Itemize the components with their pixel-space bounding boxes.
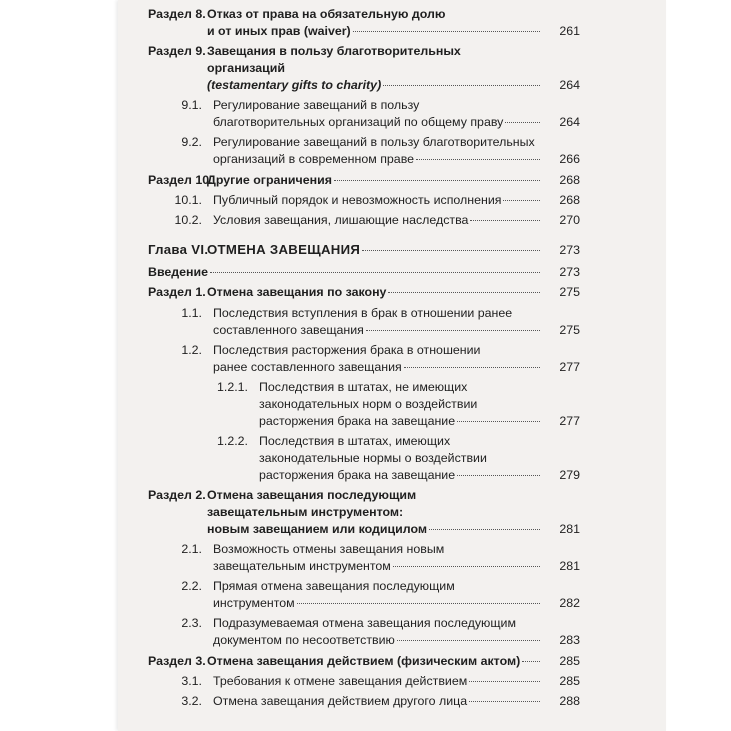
page-number: 277	[559, 359, 580, 374]
entry-label: 10.2.	[174, 213, 202, 228]
entry-label: 2.2.	[181, 579, 202, 594]
entry-title-line: Отмена завещания по закону	[207, 284, 542, 301]
page-number: 266	[559, 152, 580, 167]
entry-title-line: ОТМЕНА ЗАВЕЩАНИЯ	[207, 242, 542, 259]
entry-label: 1.2.2.	[217, 434, 249, 449]
entry-title-line: организаций в современном праве	[213, 151, 542, 168]
entry-label: 9.2.	[181, 135, 202, 150]
page-number: 268	[559, 172, 580, 187]
entry-title-line: Введение	[148, 264, 542, 281]
entry-title-line: Последствия в штатах, не имеющих	[259, 380, 468, 395]
entry-title-line: Последствия в штатах, имеющих	[259, 434, 451, 449]
entry-label: 2.3.	[181, 616, 202, 631]
entry-title-line: завещательным инструментом:	[207, 504, 404, 519]
entry-label: Глава VI.	[148, 242, 209, 258]
entry-label: 3.2.	[181, 694, 202, 709]
entry-title-line: Регулирование завещаний в пользу благотворительных	[213, 135, 535, 150]
toc-entry-section-3	[148, 653, 580, 670]
entry-title-line: Отказ от права на обязательную долю	[207, 7, 446, 21]
entry-label: 1.1.	[181, 305, 202, 320]
entry-title-line: расторжения брака на завещание	[259, 413, 542, 430]
toc-entry-section-1	[148, 284, 580, 301]
toc-entry-section-2	[148, 487, 580, 537]
toc-entry-chapter-6	[148, 242, 580, 259]
page-number: 281	[559, 521, 580, 536]
toc-entry-1-2-2	[148, 433, 580, 483]
page-number: 285	[559, 653, 580, 668]
entry-label: 3.1.	[181, 673, 202, 688]
toc-entry-2-1	[148, 541, 580, 575]
entry-title-line: Регулирование завещаний в пользу	[213, 98, 420, 113]
toc-entry-3-1	[148, 673, 580, 690]
toc-entry-2-2	[148, 578, 580, 612]
entry-title-line: (testamentary gifts to charity)	[207, 77, 542, 94]
toc-entry-9-1	[148, 97, 580, 131]
toc-entry-section-8	[148, 6, 580, 40]
page-number: 281	[559, 558, 580, 573]
toc-entry-1-2	[148, 342, 580, 376]
entry-title-line: ранее составленного завещания	[213, 359, 542, 376]
entry-title-line: Подразумеваемая отмена завещания последующим	[213, 616, 516, 631]
entry-title-line: расторжения брака на завещание	[259, 467, 542, 484]
toc-entry-2-3	[148, 615, 580, 649]
entry-title-line: Отмена завещания действием (физическим актом)	[207, 653, 542, 670]
entry-title-line: Последствия расторжения брака в отношении	[213, 342, 481, 357]
entry-title-line: Завещания в пользу благотворительных организаций	[207, 44, 461, 75]
page-number: 283	[559, 633, 580, 648]
toc-entry-1-2-1	[148, 379, 580, 429]
page-number: 275	[559, 285, 580, 300]
entry-label: 2.1.	[181, 542, 202, 557]
toc-entry-introduction	[148, 264, 580, 281]
entry-label: Раздел 1.	[148, 285, 206, 300]
entry-title-line: и от иных прав (waiver)	[207, 23, 542, 40]
entry-title-line: завещательным инструментом	[213, 558, 542, 575]
page-number: 264	[559, 114, 580, 129]
entry-title-line: инструментом	[213, 595, 542, 612]
page-number: 275	[559, 322, 580, 337]
toc-entry-9-2	[148, 134, 580, 168]
entry-title-line: Отмена завещания последующим	[207, 488, 417, 503]
entry-title-line: составленного завещания	[213, 322, 542, 339]
entry-title-line: благотворительных организаций по общему праву	[213, 114, 542, 131]
entry-title-line: Отмена завещания действием другого лица	[213, 693, 542, 710]
entry-title-line: Условия завещания, лишающие наследства	[213, 212, 542, 229]
entry-label: 10.1.	[174, 192, 202, 207]
entry-title-line: Последствия вступления в брак в отношении ранее	[213, 305, 513, 320]
page-number: 270	[559, 213, 580, 228]
toc-entry-section-10	[148, 172, 580, 189]
entry-title-line: законодательные нормы о воздействии	[259, 450, 487, 465]
page-number: 288	[559, 694, 580, 709]
page-number: 282	[559, 596, 580, 611]
page-number: 277	[559, 413, 580, 428]
entry-title-line: Возможность отмены завещания новым	[213, 542, 445, 557]
entry-title-line: Требования к отмене завещания действием	[213, 673, 542, 690]
entry-title-line: законодательных норм о воздействии	[259, 396, 478, 411]
entry-label: Раздел 10.	[148, 172, 213, 187]
entry-label: 9.1.	[181, 98, 202, 113]
entry-label: 1.2.	[181, 342, 202, 357]
toc-entry-1-1	[148, 305, 580, 339]
page-number: 273	[559, 243, 580, 258]
entry-title-line: Прямая отмена завещания последующим	[213, 579, 455, 594]
entry-label: Раздел 9.	[148, 44, 206, 59]
toc-entry-10-1	[148, 192, 580, 209]
toc-entry-10-2	[148, 212, 580, 229]
toc-entry-section-9	[148, 43, 580, 93]
entry-title-line: документом по несоответствию	[213, 632, 542, 649]
table-of-contents	[148, 6, 580, 714]
page-number: 279	[559, 467, 580, 482]
entry-title-line: Публичный порядок и невозможность исполнения	[213, 192, 542, 209]
entry-label: Раздел 2.	[148, 488, 206, 503]
page-number: 285	[559, 673, 580, 688]
entry-title-line: новым завещанием или кодицилом	[207, 521, 542, 538]
page-number: 261	[559, 23, 580, 38]
entry-label: 1.2.1.	[217, 380, 249, 395]
page-number: 268	[559, 192, 580, 207]
entry-label: Раздел 8.	[148, 7, 206, 21]
page-number: 264	[559, 77, 580, 92]
toc-entry-3-2	[148, 693, 580, 710]
entry-label: Раздел 3.	[148, 653, 206, 668]
page-number: 273	[559, 264, 580, 279]
entry-title-line: Другие ограничения	[207, 172, 542, 189]
